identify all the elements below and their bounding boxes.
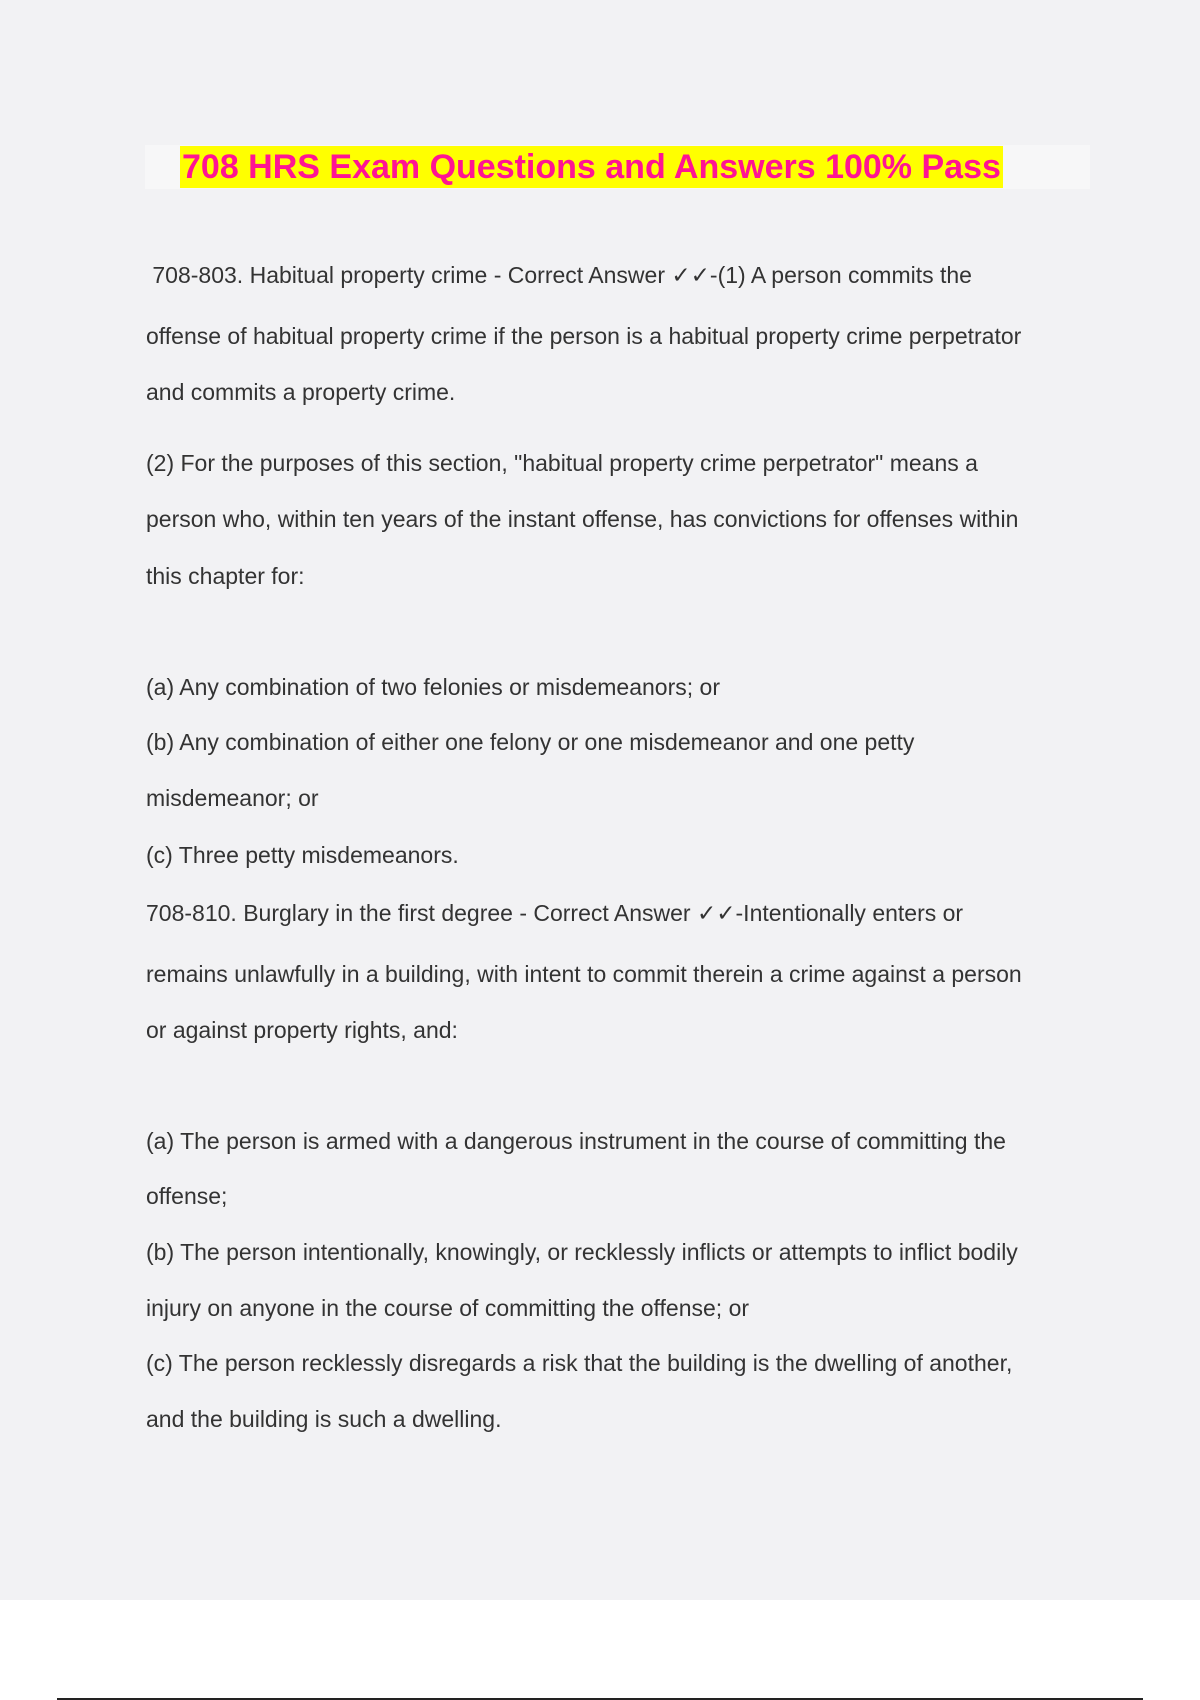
document-title: 708 HRS Exam Questions and Answers 100% Pass xyxy=(182,148,1001,186)
burglary-item-c: (c) The person recklessly disregards a risk that the building is the dwelling of another, xyxy=(146,1350,1013,1376)
list-item-a: (a) Any combination of two felonies or misdemeanors; or xyxy=(146,674,720,700)
list-item-b: (b) Any combination of either one felony or one misdemeanor and one petty xyxy=(146,729,915,755)
text-line-1: 708-803. Habitual property crime - Correct Answer ✓✓-(1) A person commits the xyxy=(146,262,972,288)
burglary-item-a-cont: offense; xyxy=(146,1183,228,1209)
text-line-5: person who, within ten years of the instant offense, has convictions for offenses within xyxy=(146,506,1019,532)
text-line-3: and commits a property crime. xyxy=(146,379,456,405)
burglary-item-c-cont: and the building is such a dwelling. xyxy=(146,1406,502,1432)
text-line-6: this chapter for: xyxy=(146,563,305,589)
text-line-9: or against property rights, and: xyxy=(146,1017,458,1043)
burglary-item-a: (a) The person is armed with a dangerous instrument in the course of committing the xyxy=(146,1128,1006,1154)
text-line-7: 708-810. Burglary in the first degree - Correct Answer ✓✓-Intentionally enters or xyxy=(146,900,964,926)
text-line-4: (2) For the purposes of this section, "habitual property crime perpetrator" means a xyxy=(146,450,978,476)
list-item-c: (c) Three petty misdemeanors. xyxy=(146,842,459,868)
text-line-2: offense of habitual property crime if the person is a habitual property crime perpetrator xyxy=(146,323,1022,349)
burglary-item-b-cont: injury on anyone in the course of committing the offense; or xyxy=(146,1295,750,1321)
text-line-8: remains unlawfully in a building, with intent to commit therein a crime against a person xyxy=(146,961,1022,987)
list-item-b-cont: misdemeanor; or xyxy=(146,785,319,811)
burglary-item-b: (b) The person intentionally, knowingly, or recklessly inflicts or attempts to inflict bodily xyxy=(146,1239,1018,1265)
